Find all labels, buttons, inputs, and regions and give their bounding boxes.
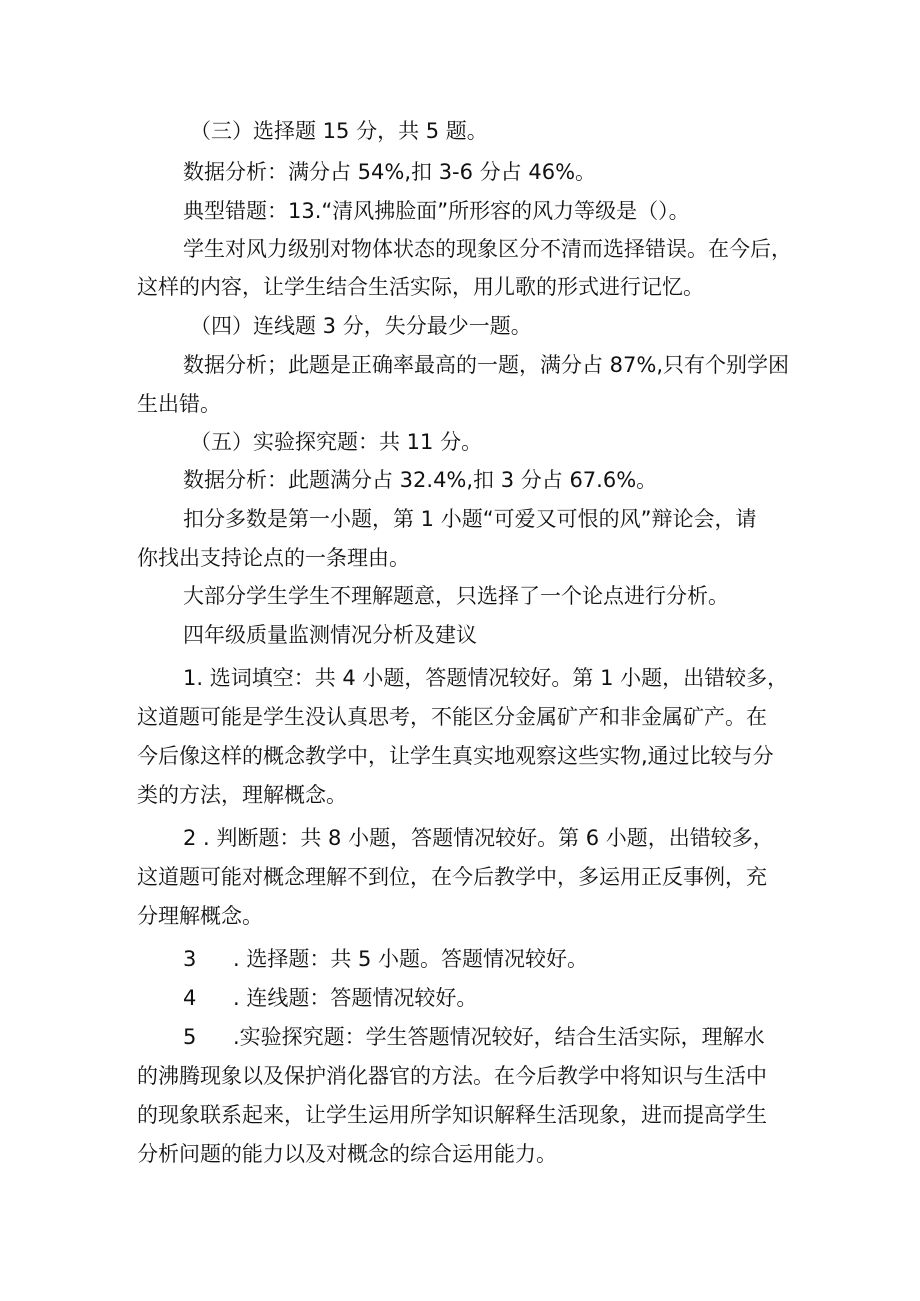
data-analysis-experiment: 数据分析：此题满分占 32.4%,扣 3 分占 67.6%。 [183,468,658,492]
list-item-4 [183,979,477,1017]
list-item-1: 1. 选词填空：共 4 小题，答题情况较好。第 1 小题，出错较多， [183,666,789,690]
paragraph-line: 这样的内容，让学生结合生活实际，用儿歌的形式进行记忆。 [137,275,704,299]
list-item-3 [183,940,588,978]
paragraph-line: 扣分多数是第一小题，第 1 小题“可爱又可恨的风”辩论会，请 [183,507,757,531]
paragraph-line: 今后像这样的概念教学中，让学生真实地观察这些实物,通过比较与分 [137,744,774,768]
paragraph-line: 这道题可能是学生没认真思考，不能区分金属矿产和非金属矿产。在 [137,705,767,729]
list-text: . 选择题：共 5 小题。答题情况较好。 [233,947,589,971]
paragraph-line: 类的方法，理解概念。 [137,783,347,807]
list-item-5 [183,1018,765,1056]
list-number: 4 [183,986,197,1010]
data-analysis-matching: 数据分析；此题是正确率最高的一题，满分占 87%,只有个别学困 [183,353,790,377]
typical-error: 典型错题：13.“清风拂脸面”所形容的风力等级是（）。 [183,199,690,223]
paragraph-line: 生出错。 [137,392,221,416]
section-heading-choice: （三）选择题 15 分，共 5 题。 [190,119,488,143]
section-heading-experiment: （五）实验探究题：共 11 分。 [190,430,483,454]
paragraph-line: 这道题可能对概念理解不到位，在今后教学中，多运用正反事例，充 [137,865,767,889]
list-text: .实验探究题：学生答题情况较好，结合生活实际，理解水 [233,1025,765,1049]
paragraph-line: 分理解概念。 [137,904,263,928]
data-analysis-choice: 数据分析：满分占 54%,扣 3-6 分占 46%。 [183,160,597,184]
list-number: 5 [183,1025,197,1049]
paragraph-line: 的现象联系起来，让学生运用所学知识解释生活现象，进而提高学生 [137,1103,767,1127]
paragraph-line: 学生对风力级别对物体状态的现象区分不清而选择错误。在今后， [183,237,792,261]
paragraph-line: 大部分学生学生不理解题意，只选择了一个论点进行分析。 [183,584,729,608]
paragraph-line: 你找出支持论点的一条理由。 [137,546,410,570]
list-text: . 连线题：答题情况较好。 [233,986,478,1010]
list-item-2: 2 . 判断题：共 8 小题，答题情况较好。第 6 小题，出错较多， [183,826,774,850]
section-title-grade4: 四年级质量监测情况分析及建议 [183,623,477,647]
paragraph-line: 的沸腾现象以及保护消化器官的方法。在今后教学中将知识与生活中 [137,1064,767,1088]
list-number: 3 [183,947,197,971]
paragraph-line: 分析问题的能力以及对概念的综合运用能力。 [137,1142,557,1166]
section-heading-matching: （四）连线题 3 分，失分最少一题。 [190,314,532,338]
